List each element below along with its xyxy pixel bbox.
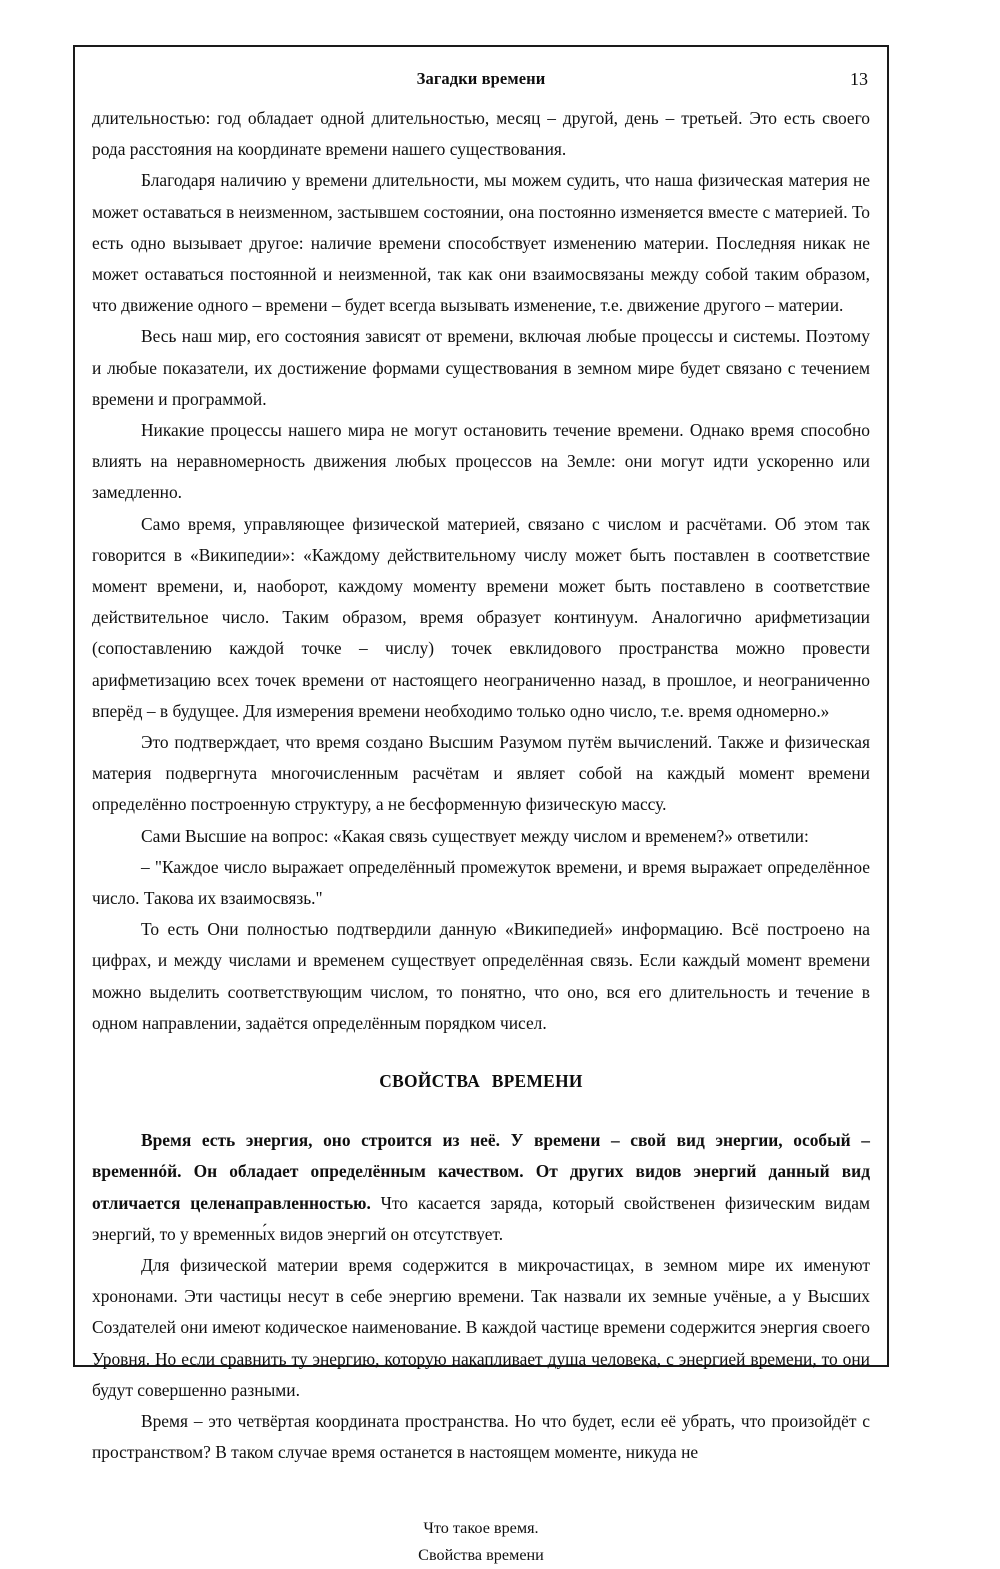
running-head — [91, 47, 871, 103]
running-head-title: Загадки времени — [416, 69, 546, 88]
footer-caption — [92, 1515, 870, 1569]
page-content-area — [91, 47, 871, 1565]
paragraph: Это подтверждает, что время создано Высшим Разумом путём вычислений. Также и физическая материя подвергнута многочисленным расчётам и являет собой на каждый момент времени определённо построенную структуру, а не бесформенную физическую массу. — [92, 732, 870, 815]
document-body — [91, 103, 871, 1569]
paragraph-emphasized — [92, 1125, 870, 1250]
paragraph: Благодаря наличию у времени длительности, мы можем судить, что наша физическая материя не может оставаться в неизменном, застывшем состоянии, она постоянно изменяется вместе с материей. То есть одно вызывает другое: наличие времени способствует изменению материи. Последняя никак не может оставаться постоянной и неизменной, так как они взаимосвязаны между собой таким образом, что движение одного – времени – будет всегда вызывать изменение, т.е. движение другого – материи. — [92, 170, 870, 316]
paragraph-bold-run: Время есть энергия, оно строится из неё. У времени – свой вид энергии, особый – временнóй. Он обладает определённым качеством. От других видов энергий данный вид отличается целенаправленностью. — [92, 1130, 870, 1213]
paragraph: Сами Высшие на вопрос: «Какая связь существует между числом и временем?» ответили: — [141, 825, 809, 846]
paragraph-normal-run: Что касается заряда, который свойственен физическим видам энергий, то у временны́х видов энергий он отсутствует. — [92, 1192, 870, 1244]
section-heading: СВОЙСТВА ВРЕМЕНИ — [379, 1071, 583, 1092]
paragraph-dialogue-answer: – "Каждое число выражает определённый промежуток времени, и время выражает определённое число. Такова их взаимосвязь." — [92, 856, 870, 909]
paragraph: Время – это четвёртая координата пространства. Но что будет, если её убрать, что произойдёт с пространством? В таком случае время останется в настоящем моменте, никуда не — [92, 1410, 870, 1463]
paragraph: Весь наш мир, его состояния зависят от времени, включая любые процессы и системы. Поэтому и любые показатели, их достижение формами существования в земном мире будет связано с течением времени и программой. — [92, 326, 870, 409]
footer-caption-line-1: Что такое время. — [423, 1519, 539, 1538]
document-page — [73, 45, 889, 1565]
paragraph: То есть Они полностью подтвердили данную «Википедией» информацию. Всё построено на цифрах, и между числами и временем существует определённая связь. Если каждый момент времени можно выделить соответствующим числом, то понятно, что оно, вся его длительность и течение в одном направлении, задаётся определённым порядком чисел. — [92, 919, 870, 1033]
page-number: 13 — [850, 69, 868, 89]
paragraph: Для физической материи время содержится в микрочастицах, в земном мире их именуют хрононами. Эти частицы несут в себе энергию времени. Так назвали их земные учёные, а у Высших Создателей они имеют кодическое наименование. В каждой частице времени содержится энергия своего Уровня. Но если сравнить ту энергию, которую накапливает душа человека, с энергией времени, то они будут совершенно разными. — [92, 1254, 870, 1400]
paragraph: Само время, управляющее физической материей, связано с числом и расчётами. Об этом так говорится в «Википедии»: «Каждому действительному числу может быть поставлен в соответствие момент времени, и, наоборот, каждому моменту времени может быть поставлено в соответствие действительное число. Таким образом, время образует континуум. Аналогично арифметизации (сопоставлению каждой точке – числу) точек евклидового пространства можно провести арифметизацию всех точек времени от настоящего неограниченно назад, в прошлое, и неограниченно вперёд – в будущее. Для измерения времени необходимо только одно число, т.е. время одномерно.» — [92, 513, 870, 721]
paragraph: длительностью: год обладает одной длительностью, месяц – другой, день – третьей. Это есть своего рода расстояния на координате времени нашего существования. — [92, 108, 870, 160]
footer-caption-line-2: Свойства времени — [418, 1546, 544, 1565]
paragraph: Никакие процессы нашего мира не могут остановить течение времени. Однако время способно влиять на неравномерность движения любых процессов на Земле: они могут идти ускоренно или замедленно. — [92, 420, 870, 503]
